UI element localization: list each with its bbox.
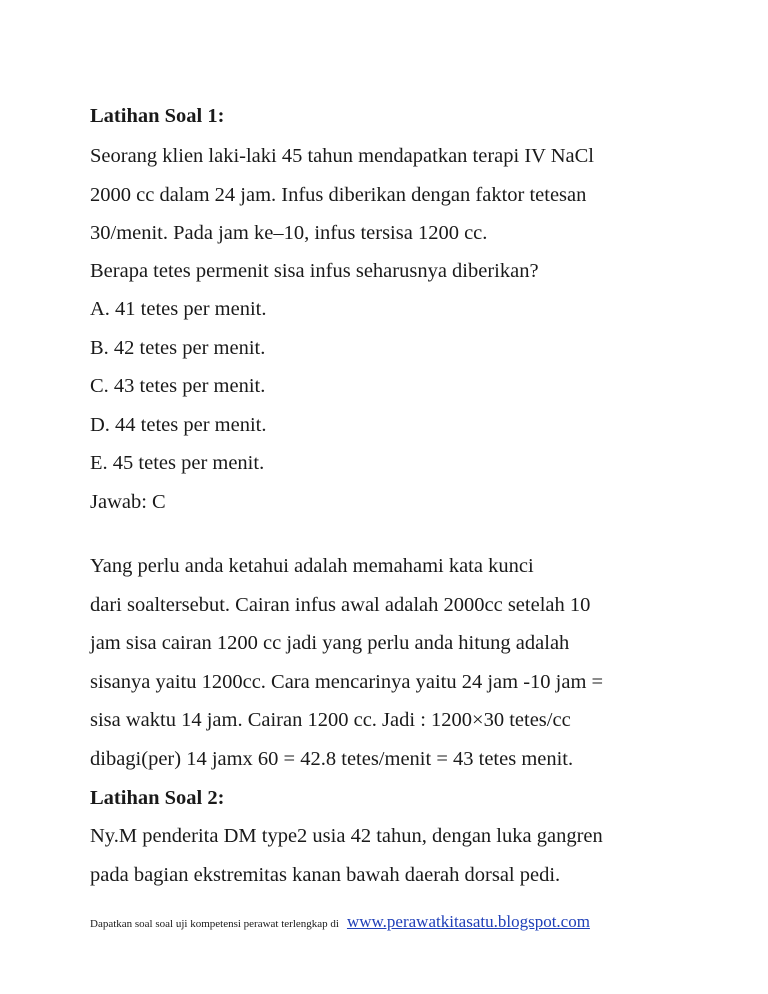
soal1-option-d: D. 44 tetes per menit. xyxy=(90,414,267,436)
soal1-answer: Jawab: C xyxy=(90,491,166,513)
soal1-question-line: Seorang klien laki-laki 45 tahun mendapatkan terapi IV NaCl xyxy=(90,145,595,167)
explanation-line: Yang perlu anda ketahui adalah memahami kata kunci xyxy=(90,555,534,577)
soal1-option-e: E. 45 tetes per menit. xyxy=(90,452,265,474)
soal1-question-line: Berapa tetes permenit sisa infus seharusnya diberikan? xyxy=(90,260,539,282)
page-footer xyxy=(90,912,590,932)
explanation-line: jam sisa cairan 1200 cc jadi yang perlu anda hitung adalah xyxy=(90,632,570,654)
explanation-line: dibagi(per) 14 jamx 60 = 42.8 tetes/menit = 43 tetes menit. xyxy=(90,748,574,770)
explanation-line: dari soaltersebut. Cairan infus awal adalah 2000cc setelah 10 xyxy=(90,594,591,616)
soal1-question-line: 2000 cc dalam 24 jam. Infus diberikan dengan faktor tetesan xyxy=(90,184,587,206)
soal2-question-line: Ny.M penderita DM type2 usia 42 tahun, dengan luka gangren xyxy=(90,825,603,847)
soal1-question-line: 30/menit. Pada jam ke–10, infus tersisa 1200 cc. xyxy=(90,222,488,244)
soal1-option-a: A. 41 tetes per menit. xyxy=(90,298,267,320)
footer-link[interactable]: www.perawatkitasatu.blogspot.com xyxy=(346,912,590,931)
explanation-line: sisanya yaitu 1200cc. Cara mencarinya yaitu 24 jam -10 jam = xyxy=(90,671,604,693)
soal2-heading: Latihan Soal 2: xyxy=(90,787,225,809)
footer-text: Dapatkan soal soal uji kompetensi perawat terlengkap di xyxy=(90,918,339,930)
soal1-option-b: B. 42 tetes per menit. xyxy=(90,337,266,359)
soal1-heading: Latihan Soal 1: xyxy=(90,105,225,127)
soal2-question-line: pada bagian ekstremitas kanan bawah daerah dorsal pedi. xyxy=(90,864,561,886)
soal1-option-c: C. 43 tetes per menit. xyxy=(90,375,266,397)
explanation-line: sisa waktu 14 jam. Cairan 1200 cc. Jadi : 1200×30 tetes/cc xyxy=(90,709,571,731)
